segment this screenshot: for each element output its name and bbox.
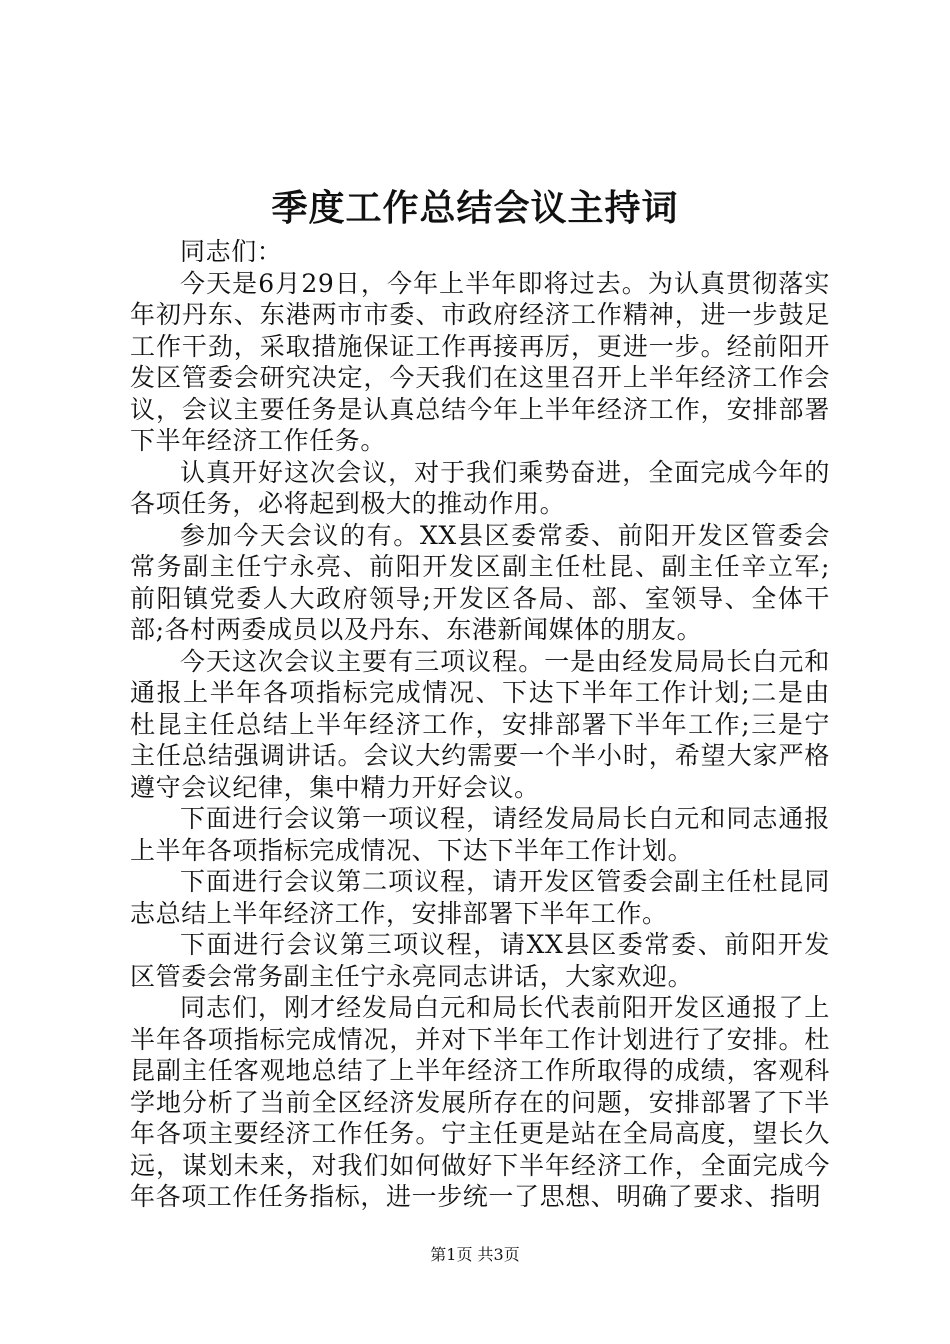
body-paragraph: 下面进行会议第二项议程，请开发区管委会副主任杜昆同志总结上半年经济工作，安排部署下半年工作。: [130, 867, 830, 928]
body-paragraph: 今天这次会议主要有三项议程。一是由经发局局长白元和通报上半年各项指标完成情况、下达下半年工作计划;二是由杜昆主任总结上半年经济工作，安排部署下半年工作;三是宁主任总结强调讲话。会议大约需要一个半小时，希望大家严格遵守会议纪律，集中精力开好会议。: [130, 646, 830, 802]
body-paragraph: 下面进行会议第三项议程，请XX县区委常委、前阳开发区管委会常务副主任宁永亮同志讲话，大家欢迎。: [130, 930, 830, 991]
body-paragraph: 认真开好这次会议，对于我们乘势奋进，全面完成今年的各项任务，必将起到极大的推动作用。: [130, 457, 830, 518]
document-title: 季度工作总结会议主持词: [271, 187, 679, 229]
body-paragraph: 同志们，刚才经发局白元和局长代表前阳开发区通报了上半年各项指标完成情况，并对下半年工作计划进行了安排。杜昆副主任客观地总结了上半年经济工作所取得的成绩，客观科学地分析了当前全区经济发展所存在的问题，安排部署了下半年各项主要经济工作任务。宁主任更是站在全局高度，望长久远，谋划未来，对我们如何做好下半年经济工作，全面完成今年各项工作任务指标，进一步统一了思想、明确了要求、指明: [130, 993, 830, 1211]
body-paragraph: 参加今天会议的有。XX县区委常委、前阳开发区管委会常务副主任宁永亮、前阳开发区副主任杜昆、副主任辛立军;前阳镇党委人大政府领导;开发区各局、部、室领导、全体干部;各村两委成员以及丹东、东港新闻媒体的朋友。: [130, 520, 830, 644]
body-paragraph: 今天是6月29日，今年上半年即将过去。为认真贯彻落实年初丹东、东港两市市委、市政府经济工作精神，进一步鼓足工作干劲，采取措施保证工作再接再厉，更进一步。经前阳开发区管委会研究决定，今天我们在这里召开上半年经济工作会议，会议主要任务是认真总结今年上半年经济工作，安排部署下半年经济工作任务。: [130, 268, 830, 455]
salutation-paragraph: 同志们：: [180, 237, 283, 266]
body-paragraph: 下面进行会议第一项议程，请经发局局长白元和同志通报上半年各项指标完成情况、下达下半年工作计划。: [130, 804, 830, 865]
page-footer: 第1页 共3页: [430, 1245, 520, 1264]
document-body: [130, 236, 830, 1213]
